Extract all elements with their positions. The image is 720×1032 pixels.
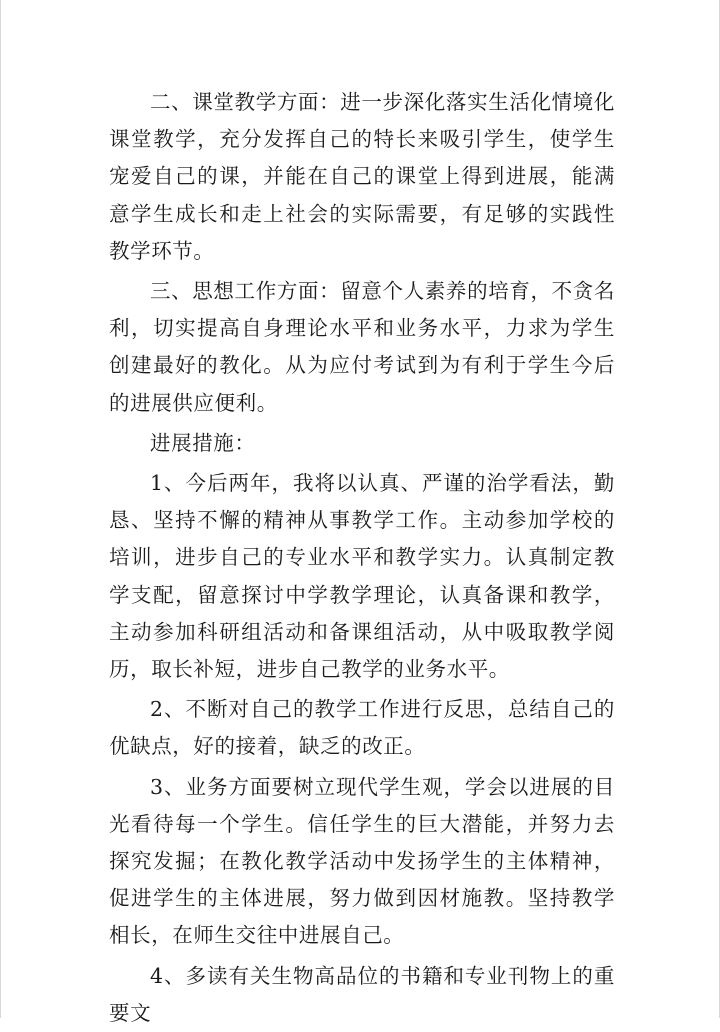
paragraph-measure-1: 1、今后两年，我将以认真、严谨的治学看法，勤恳、坚持不懈的精神从事教学工作。主动参加学校的培训，进步自己的专业水平和教学实力。认真制定教学支配，留意探讨中学教学理论，认真备课和教学，主动参加科研组活动和备课组活动，从中吸取教学阅历，取长补短，进步自己教学的业务水平。 xyxy=(109,471,615,682)
document-body xyxy=(109,84,615,1032)
paragraph-ideological-work: 三、思想工作方面：留意个人素养的培育，不贪名利，切实提高自身理论水平和业务水平，力求为学生创建最好的教化。从为应付考试到为有利于学生今后的进展供应便利。 xyxy=(109,279,615,415)
paragraph-measure-4: 4、多读有关生物高品位的书籍和专业刊物上的重要文 xyxy=(109,963,615,1025)
paragraph-measure-2: 2、不断对自己的教学工作进行反思，总结自己的优缺点，好的接着，缺乏的改正。 xyxy=(109,697,615,759)
paragraph-measures-heading: 进展措施： xyxy=(150,430,256,455)
paragraph-classroom-teaching: 二、课堂教学方面：进一步深化落实生活化情境化课堂教学，充分发挥自己的特长来吸引学生，使学生宠爱自己的课，并能在自己的课堂上得到进展，能满意学生成长和走上社会的实际需要，有足够的实践性教学环节。 xyxy=(109,90,615,263)
paragraph-measure-3: 3、业务方面要树立现代学生观，学会以进展的目光看待每一个学生。信任学生的巨大潜能，并努力去探究发掘；在教化教学活动中发扬学生的主体精神，促进学生的主体进展，努力做到因材施教。坚持教学相长，在师生交往中进展自己。 xyxy=(109,774,615,948)
